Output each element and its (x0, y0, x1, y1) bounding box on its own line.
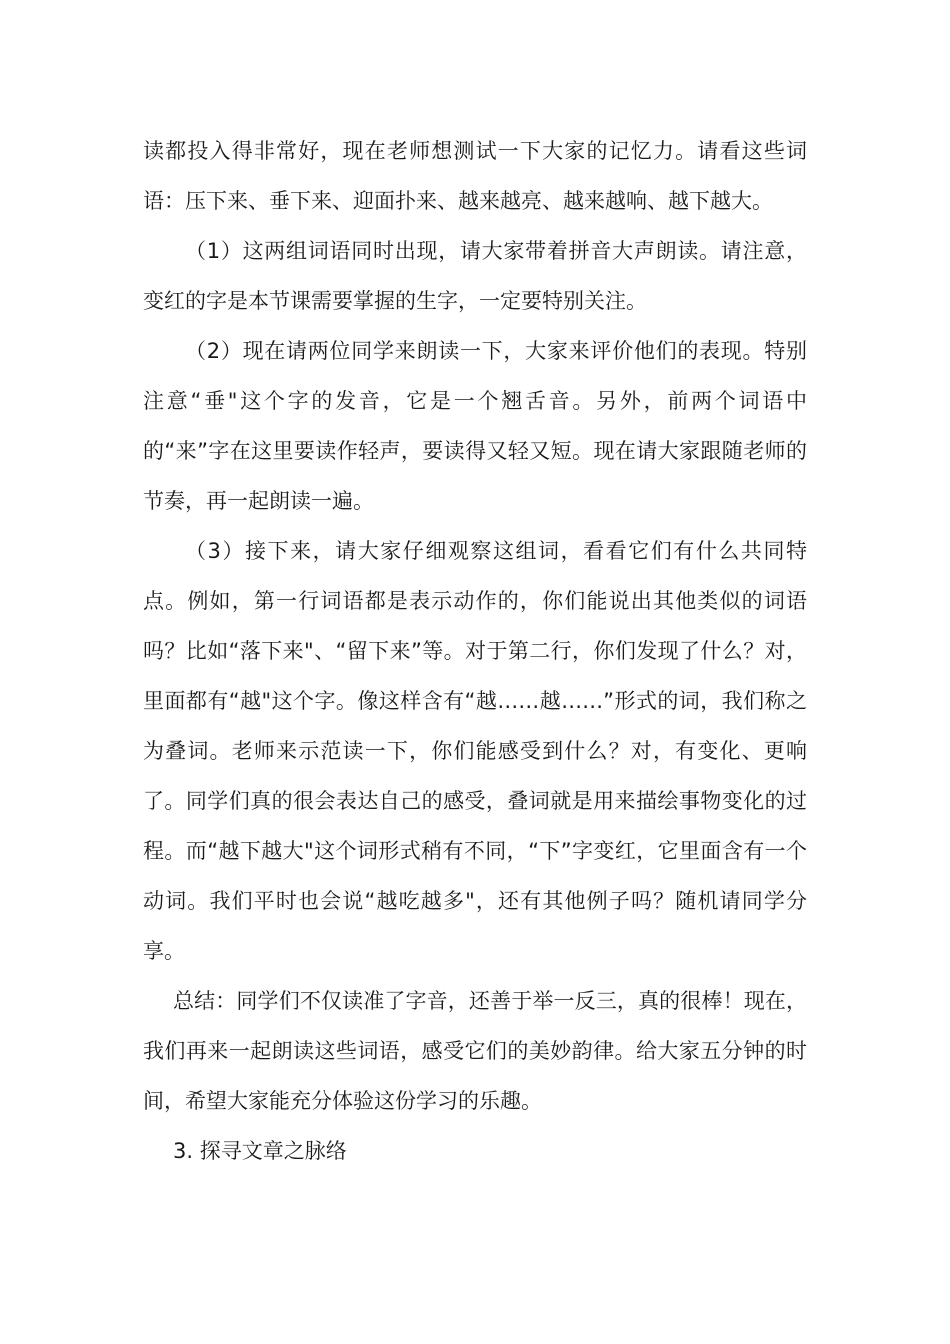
paragraph-summary: 总结：同学们不仅读准了字音，还善于举一反三，真的很棒！现在，我们再来一起朗读这些词语，感受它们的美妙韵律。给大家五分钟的时间，希望大家能充分体验这份学习的乐趣。 (143, 989, 807, 1113)
paragraph-step-2: （2）现在请两位同学来朗读一下，大家来评价他们的表现。特别注意“垂"这个字的发音，它是一个翘舌音。另外，前两个词语中的“来”字在这里要读作轻声，要读得又轻又短。现在请大家跟随老师的节奏，再一起朗读一遍。 (143, 339, 807, 513)
paragraph-step-1: （1）这两组词语同时出现，请大家带着拼音大声朗读。请注意，变红的字是本节课需要掌握的生字，一定要特别关注。 (143, 239, 807, 313)
paragraph-continuation: 读都投入得非常好，现在老师想测试一下大家的记忆力。请看这些词语：压下来、垂下来、迎面扑来、越来越亮、越来越响、越下越大。 (143, 139, 807, 213)
section-heading: 3. 探寻文章之脉络 (173, 1139, 347, 1163)
paragraph-step-3: （3）接下来，请大家仔细观察这组词，看看它们有什么共同特点。例如，第一行词语都是表示动作的，你们能说出其他类似的词语吗？比如“落下来"、“留下来”等。对于第二行，你们发现了什么？对，里面都有“越"这个字。像这样含有“越……越……”形式的词，我们称之为叠词。老师来示范读一下，你们能感受到什么？对，有变化、更响了。同学们真的很会表达自己的感受，叠词就是用来描绘事物变化的过程。而“越下越大"这个词形式稍有不同，“下”字变红，它里面含有一个动词。我们平时也会说“越吃越多"，还有其他例子吗？随机请同学分享。 (143, 539, 807, 963)
document-body (143, 126, 807, 1176)
